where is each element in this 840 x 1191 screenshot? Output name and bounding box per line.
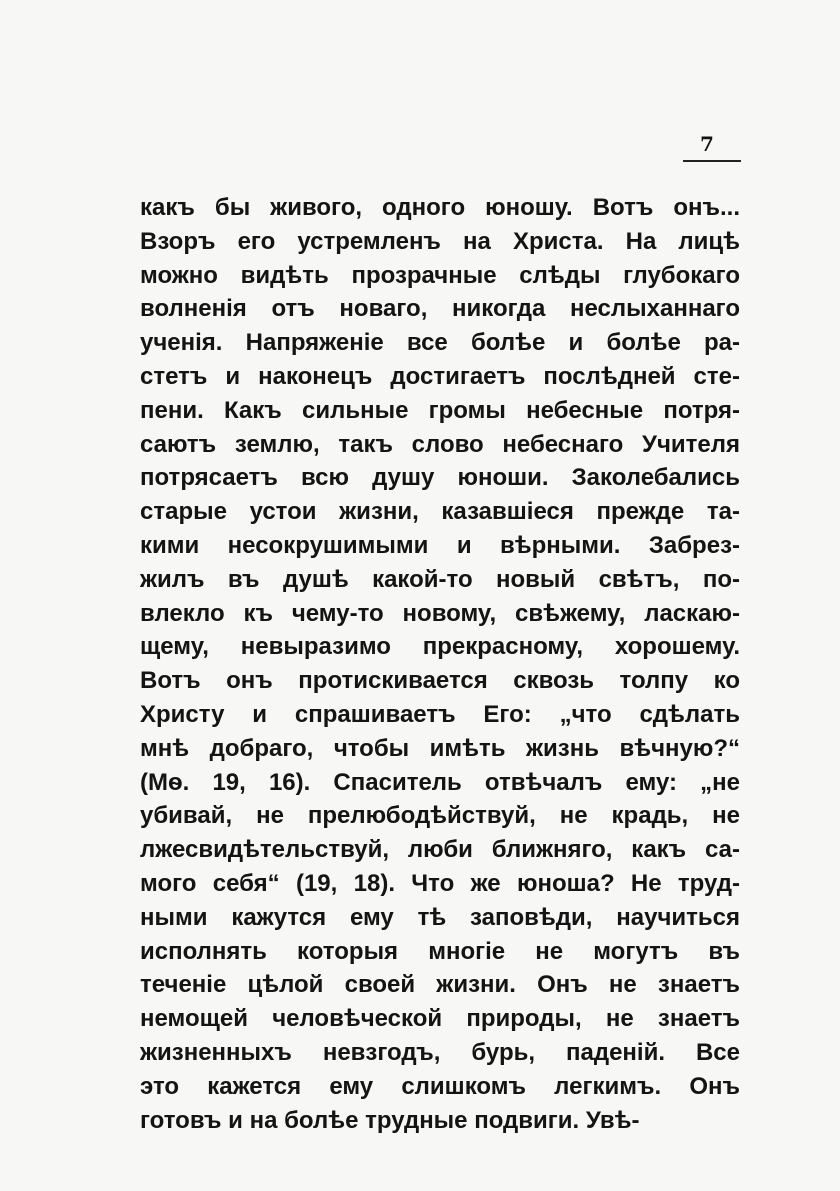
text-line: пени. Какъ сильные громы небесные потря- bbox=[140, 396, 740, 424]
text-line: саютъ землю, такъ слово небеснаго Учителя bbox=[140, 430, 740, 458]
text-line: немощей человѣческой природы, не знаетъ bbox=[140, 1005, 740, 1033]
text-line: лжесвидѣтельствуй, люби ближняго, какъ са- bbox=[140, 836, 740, 864]
text-line: влекло къ чему-то новому, свѣжему, ласкаю- bbox=[140, 599, 740, 627]
text-line: теченіе цѣлой своей жизни. Онъ не знаетъ bbox=[140, 971, 740, 999]
text-line: Взоръ его устремленъ на Христа. На лицѣ bbox=[140, 227, 740, 255]
text-line: Христу и спрашиваетъ Его: „что сдѣлать bbox=[140, 700, 740, 728]
text-line: щему, невыразимо прекрасному, хорошему. bbox=[140, 633, 740, 661]
text-line: это кажется ему слишкомъ легкимъ. Онъ bbox=[140, 1072, 740, 1100]
text-line: мнѣ добраго, чтобы имѣть жизнь вѣчную?“ bbox=[140, 734, 740, 762]
text-line: мого себя“ (19, 18). Что же юноша? Не труд- bbox=[140, 869, 740, 897]
text-line: жилъ въ душѣ какой-то новый свѣтъ, по- bbox=[140, 565, 740, 593]
text-line: готовъ и на болѣе трудные подвиги. Увѣ- bbox=[140, 1106, 640, 1134]
body-text bbox=[140, 191, 740, 1137]
text-line: (Мѳ. 19, 16). Спаситель отвѣчалъ ему: „не bbox=[140, 768, 740, 796]
text-line: кими несокрушимыми и вѣрными. Забрез- bbox=[140, 531, 740, 559]
text-line: потрясаетъ всю душу юноши. Заколебались bbox=[140, 464, 740, 492]
text-line: стетъ и наконецъ достигаетъ послѣдней сте- bbox=[140, 362, 740, 390]
text-line: жизненныхъ невзгодъ, бурь, паденій. Все bbox=[140, 1038, 740, 1066]
page-number-rule bbox=[683, 160, 741, 162]
text-line: старые устои жизни, казавшіеся прежде та- bbox=[140, 498, 740, 526]
text-line: можно видѣть прозрачные слѣды глубокаго bbox=[140, 261, 740, 289]
text-line: Вотъ онъ протискивается сквозь толпу ко bbox=[140, 667, 740, 695]
page-number: 7 bbox=[700, 132, 714, 156]
text-line: убивай, не прелюбодѣйствуй, не крадь, не bbox=[140, 802, 740, 830]
text-line: какъ бы живого, одного юношу. Вотъ онъ... bbox=[140, 194, 740, 221]
text-line: исполнять которыя многіе не могутъ въ bbox=[140, 937, 740, 965]
text-line: волненія отъ новаго, никогда неслыханнаго bbox=[140, 295, 740, 323]
text-line: ными кажутся ему тѣ заповѣди, научиться bbox=[140, 903, 740, 931]
text-line: ученія. Напряженіе все болѣе и болѣе ра- bbox=[140, 329, 740, 357]
